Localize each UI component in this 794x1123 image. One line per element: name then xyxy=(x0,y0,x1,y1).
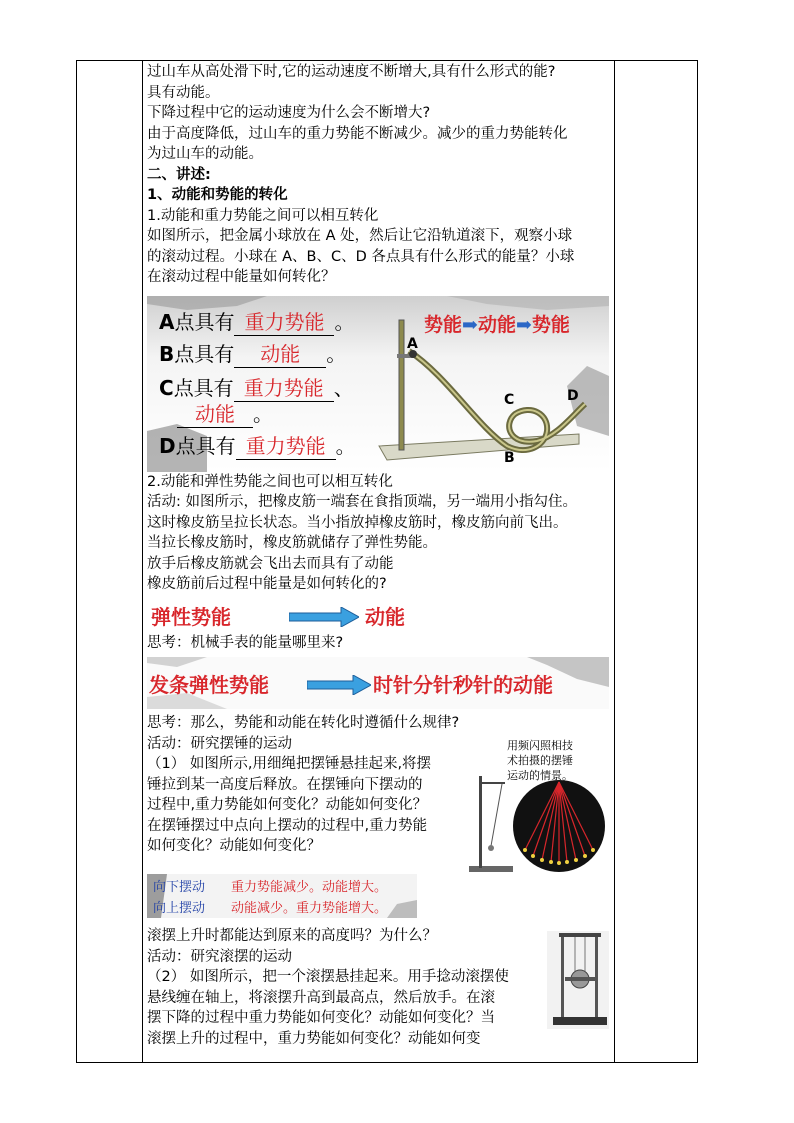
track-figure xyxy=(147,296,609,472)
lesson-content xyxy=(147,62,609,1051)
arrow-right-icon xyxy=(307,675,371,695)
point-letter: A xyxy=(159,309,175,334)
arrow-right-icon xyxy=(289,607,359,627)
roller-activity: 活动：研究滚摆的运动 xyxy=(147,948,292,965)
section-heading: 二、讲述: xyxy=(147,166,211,183)
column-divider-left xyxy=(142,61,143,1062)
roller-block xyxy=(147,967,609,1051)
banner-to: 动能 xyxy=(365,604,405,629)
elastic-heading: 2.动能和弹性势能之间也可以相互转化 xyxy=(147,473,393,490)
answer-row-down xyxy=(153,876,387,895)
roller-desc-line: 滚摆上升的过程中，重力势能如何变化？动能如何变 xyxy=(147,1030,481,1047)
roller-desc-line: 摆下降的过程中重力势能如何变化？动能如何变化？当 xyxy=(147,1010,495,1026)
swing-direction: 向下摆动 xyxy=(153,880,206,895)
answer-c-2: 动能 。 xyxy=(177,398,273,428)
point-letter: D xyxy=(159,433,176,458)
flow-item: 动能 xyxy=(477,313,516,336)
pendulum-photo xyxy=(467,766,607,878)
intro-line: 由于高度降低，过山车的重力势能不断减少。减少的重力势能转化 xyxy=(147,125,568,142)
answer-b: B点具有 动能 。 xyxy=(159,338,346,368)
rule-question: 思考：那么，势能和动能在转化时遵循什么规律? xyxy=(147,715,460,731)
caption-line: 运动的情景。 xyxy=(507,769,573,782)
pendulum-desc-line: （1） 如图所示,用细绳把摆锤悬挂起来,将摆 xyxy=(147,756,432,772)
point-label-b: B xyxy=(504,449,515,466)
answer-d: D点具有 重力势能 。 xyxy=(159,430,356,460)
banner-to: 时针分针秒针的动能 xyxy=(373,673,553,697)
answer-c: C点具有 重力势能 、 xyxy=(159,372,354,402)
swing-direction: 向上摆动 xyxy=(153,901,206,916)
roller-desc-line: （2） 如图所示，把一个滚摆悬挂起来。用手捻动滚摆使 xyxy=(147,969,509,985)
flow-item: 势能 xyxy=(424,313,463,336)
elastic-desc-line: 橡皮筋前后过程中能量是如何转化的? xyxy=(147,576,387,592)
swing-answer: 动能减少。重力势能增大。 xyxy=(231,901,388,916)
elastic-desc-line: 这时橡皮筋呈拉长状态。当小指放掉橡皮筋时，橡皮筋向前飞出。 xyxy=(147,514,568,531)
caption-line: 术拍摄的摆锤 xyxy=(507,754,573,767)
elastic-banner xyxy=(147,597,609,633)
pendulum-answers xyxy=(147,874,609,918)
pendulum-desc-line: 如何变化？动能如何变化？ xyxy=(147,838,321,854)
banner-from: 发条弹性势能 xyxy=(149,673,269,697)
flow-item: 势能 xyxy=(531,313,570,336)
point-label-d: D xyxy=(567,387,579,404)
kp-desc-line: 如图所示，把金属小球放在 A 处，然后让它沿轨道滚下，观察小球 xyxy=(147,228,573,244)
watch-question: 思考：机械手表的能量哪里来? xyxy=(147,634,344,651)
answer-prefix: 点具有 xyxy=(173,375,234,400)
elastic-desc-line: 放手后橡皮筋就会飞出去而具有了动能 xyxy=(147,555,394,572)
section-title: 1、动能和势能的转化 xyxy=(147,187,288,203)
elastic-banner-text xyxy=(151,601,231,630)
answer-prefix: 点具有 xyxy=(174,341,235,366)
intro-line: 下降过程中它的运动速度为什么会不断增大? xyxy=(147,105,431,121)
elastic-desc-line: 活动: 如图所示，把橡皮筋一端套在食指顶端，另一端用小指勾住。 xyxy=(147,494,577,510)
kp-desc-line: 的滚动过程。小球在 A、B、C、D 各点具有什么形式的能量？小球 xyxy=(147,248,575,265)
energy-flow xyxy=(424,310,570,337)
point-label-a: A xyxy=(407,335,418,352)
pendulum-activity: 活动：研究摆锤的运动 xyxy=(147,735,292,752)
elastic-desc-line: 当拉长橡皮筋时，橡皮筋就储存了弹性势能。 xyxy=(147,535,437,551)
answer-prefix: 点具有 xyxy=(174,309,235,334)
swing-answer: 重力势能减少。动能增大。 xyxy=(231,880,388,895)
point-label-c: C xyxy=(504,391,515,408)
watch-banner-target xyxy=(373,669,553,698)
column-divider-right xyxy=(614,61,615,1062)
arrow-right-icon: ➡ xyxy=(462,313,478,336)
banner-from: 弹性势能 xyxy=(151,604,231,629)
answer-blank: 重力势能 xyxy=(234,372,334,402)
pendulum-desc-line: 在摆锤摆过中点向上摆动的过程中,重力势能 xyxy=(147,817,428,834)
intro-line: 过山车从高处滑下时,它的运动速度不断增大,具有什么形式的能? xyxy=(147,64,556,80)
answer-row-up xyxy=(153,897,387,916)
answer-blank: 动能 xyxy=(177,398,253,428)
kp-heading: 1.动能和重力势能之间可以相互转化 xyxy=(147,207,379,224)
answer-blank: 重力势能 xyxy=(236,430,336,460)
point-letter: C xyxy=(159,375,174,400)
answer-blank: 重力势能 xyxy=(234,306,334,336)
roller-photo xyxy=(547,931,609,1029)
answer-prefix: 点具有 xyxy=(175,433,236,458)
roller-desc-line: 悬线缠在轴上，将滚摆升高到最高点，然后放手。在滚 xyxy=(147,989,495,1006)
roller-question: 滚摆上升时都能达到原来的高度吗？为什么？ xyxy=(147,928,437,944)
pendulum-desc-line: 锤拉到某一高度后释放。在摆锤向下摆动的 xyxy=(147,776,423,793)
kp-desc-line: 在滚动过程中能量如何转化？ xyxy=(147,269,336,285)
watch-banner-source xyxy=(149,669,269,698)
caption-line: 用频闪照相技 xyxy=(507,739,573,752)
answer-blank: 动能 xyxy=(234,338,326,368)
intro-line: 为过山车的动能。 xyxy=(147,146,263,162)
arrow-right-icon: ➡ xyxy=(515,313,532,336)
pendulum-desc-line: 过程中,重力势能如何变化？动能如何变化？ xyxy=(147,797,428,813)
point-letter: B xyxy=(159,341,175,366)
elastic-banner-target xyxy=(365,601,405,630)
watch-banner xyxy=(147,657,609,709)
intro-line: 具有动能。 xyxy=(147,84,220,101)
answer-a: A点具有 重力势能 。 xyxy=(159,306,354,336)
